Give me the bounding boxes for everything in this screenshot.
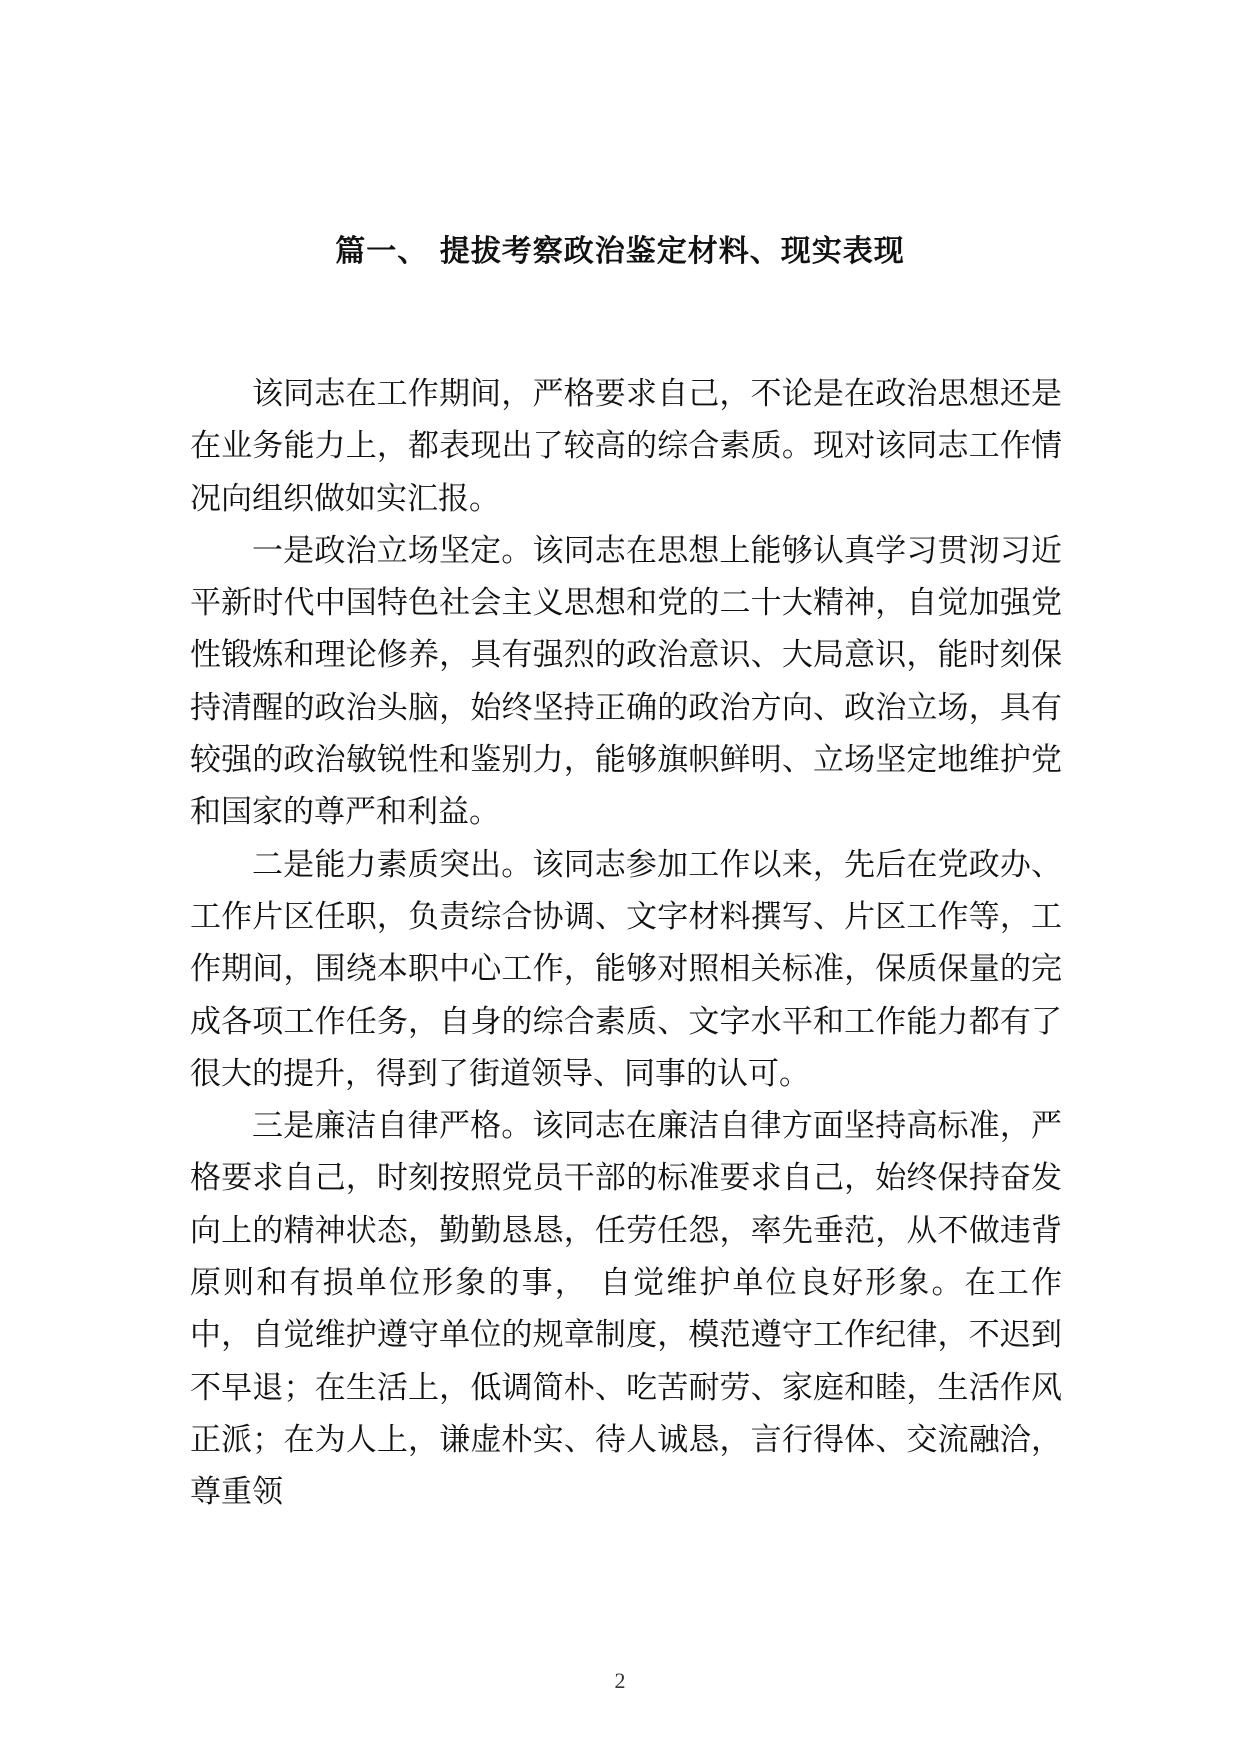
document-body (190, 368, 1062, 1519)
paragraph-intro: 该同志在工作期间，严格要求自己，不论是在政治思想还是在业务能力上，都表现出了较高的综合素质。现对该同志工作情况向组织做如实汇报。 (190, 376, 1062, 517)
paragraph-political-stance: 一是政治立场坚定。该同志在思想上能够认真学习贯沏习近平新时代中国特色社会主义思想和党的二十大精神，自觉加强党性锻炼和理论修养，具有强烈的政治意识、大局意识，能时刻保持清醒的政治头脑，始终坚持正确的政治方向、政治立场，具有较强的政治敏锐性和鉴别力，能够旗帜鲜明、立场坚定地维护党和国家的尊严和利益。 (190, 532, 1062, 831)
page-number: 2 (614, 1668, 626, 1693)
document-title: 篇一、 提拔考察政治鉴定材料、现实表现 (335, 234, 905, 269)
paragraph-integrity: 三是廉洁自律严格。该同志在廉洁自律方面坚持高标准，严格要求自己，时刻按照党员干部的标准要求自己，始终保持奋发向上的精神状态，勤勤恳恳，任劳任怨，率先垂范，从不做违背原则和有损单位形象的事， 自觉维护单位良好形象。在工作中，自觉维护遵守单位的规章制度，模范遵守工作纪律，不迟到不早退；在生活上，低调简朴、吃苦耐劳、家庭和睦，生活作风正派；在为人上，谦虚朴实、待人诚恳，言行得体、交流融洽，尊重领 (190, 1108, 1062, 1511)
paragraph-ability: 二是能力素质突出。该同志参加工作以来，先后在党政办、工作片区任职，负责综合协调、文字材料撰写、片区工作等，工作期间，围绕本职中心工作，能够对照相关标准，保质保量的完成各项工作任务，自身的综合素质、文字水平和工作能力都有了很大的提升，得到了街道领导、同事的认可。 (190, 846, 1062, 1092)
